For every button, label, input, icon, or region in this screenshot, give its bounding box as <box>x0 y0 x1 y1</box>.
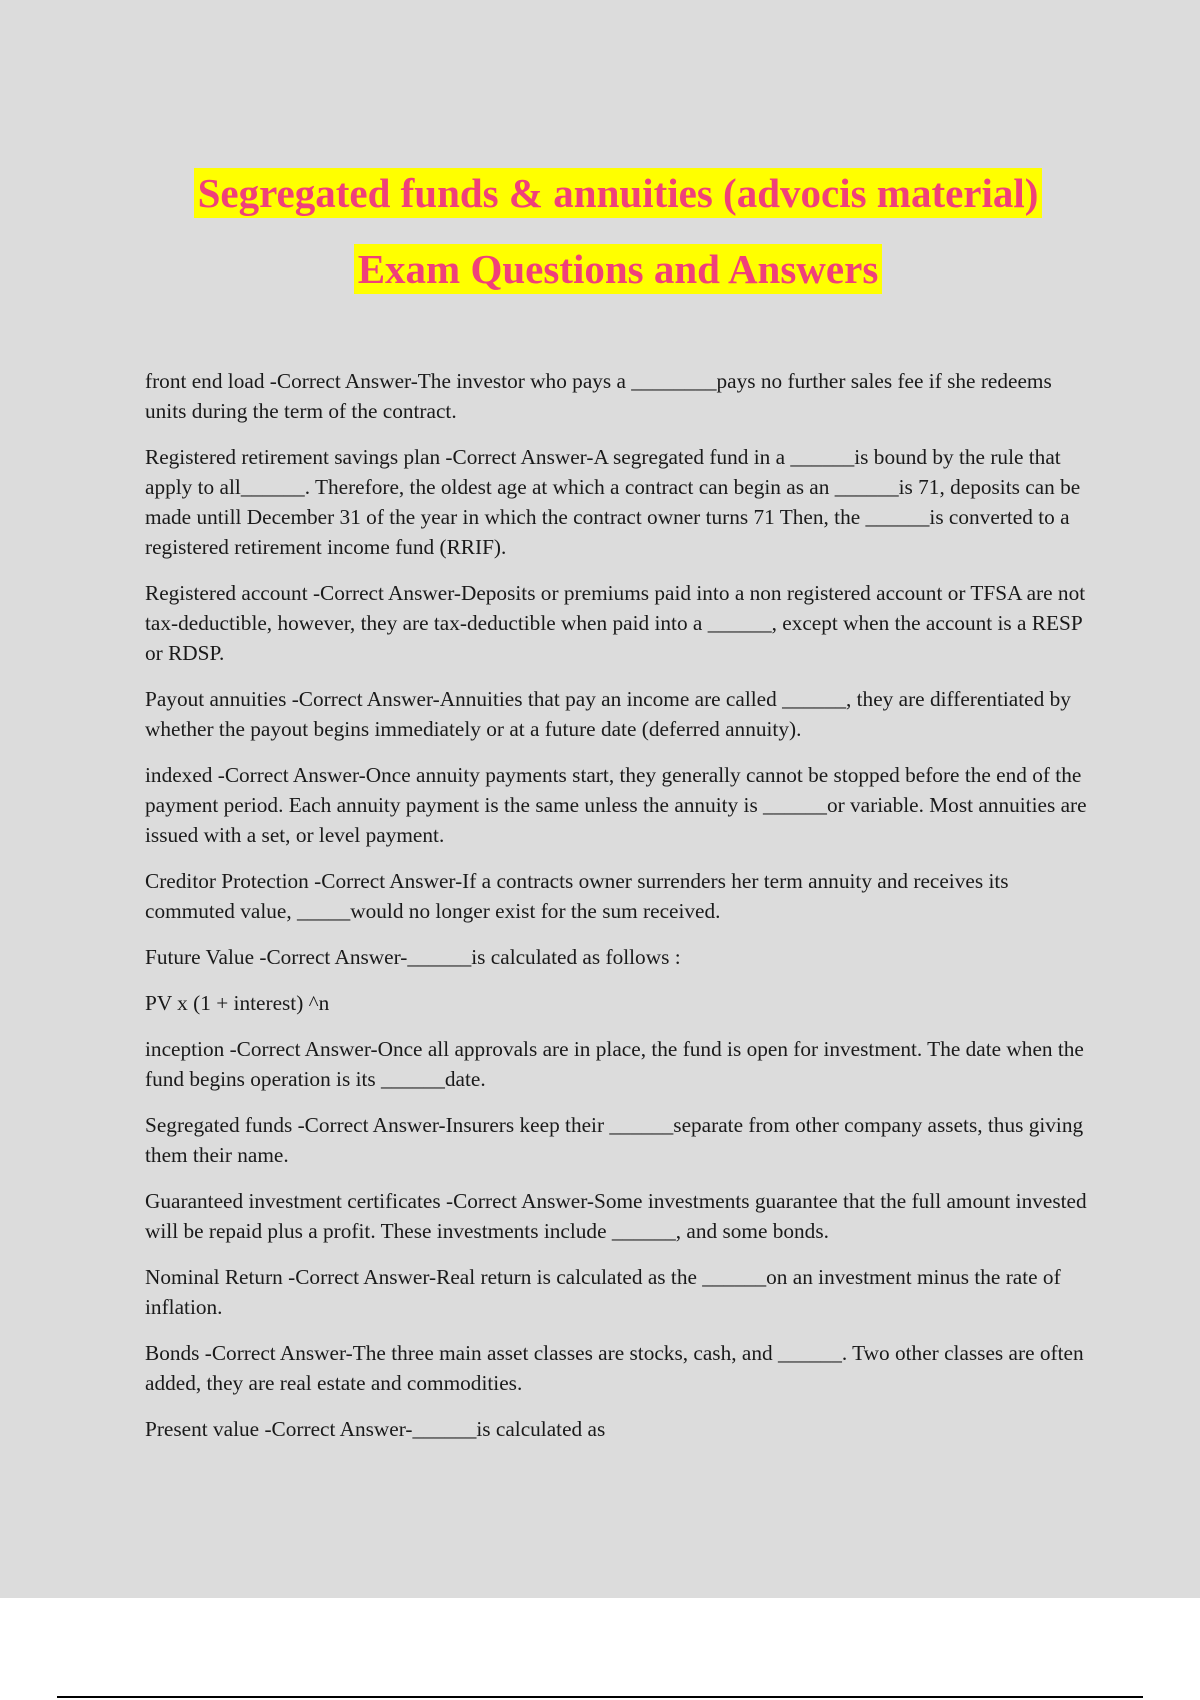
qa-item: Registered retirement savings plan -Correct Answer-A segregated fund in a ______is bound by the rule that apply to all______. Therefore, the oldest age at which a contract can begin as an ______is 71, deposits can be made untill December 31 of the year in which the contract owner turns 71 Then, the ______is converted to a registered retirement income fund (RRIF). <box>145 445 1081 559</box>
qa-item: Future Value -Correct Answer-______is calculated as follows : <box>145 945 681 969</box>
qa-item: Bonds -Correct Answer-The three main asset classes are stocks, cash, and ______. Two other classes are often added, they are real estate and commodities. <box>145 1341 1084 1395</box>
formula-line: PV x (1 + interest) ^n <box>145 991 330 1015</box>
document-title <box>0 168 1200 294</box>
title-line-2: Exam Questions and Answers <box>354 244 883 294</box>
qa-item: indexed -Correct Answer-Once annuity payments start, they generally cannot be stopped before the end of the payment period. Each annuity payment is the same unless the annuity is ______or variable. Most annuities are issued with a set, or level payment. <box>145 763 1087 847</box>
qa-item: Segregated funds -Correct Answer-Insurers keep their ______separate from other company assets, thus giving them their name. <box>145 1113 1084 1167</box>
footer-divider <box>57 1696 1143 1698</box>
qa-item: Nominal Return -Correct Answer-Real return is calculated as the ______on an investment minus the rate of inflation. <box>145 1265 1061 1319</box>
qa-item: Payout annuities -Correct Answer-Annuities that pay an income are called ______, they are differentiated by whether the payout begins immediately or at a future date (deferred annuity). <box>145 687 1071 741</box>
qa-item: front end load -Correct Answer-The investor who pays a ________pays no further sales fee if she redeems units during the term of the contract. <box>145 369 1052 423</box>
title-line-1: Segregated funds & annuities (advocis material) <box>194 168 1043 218</box>
qa-item: inception -Correct Answer-Once all approvals are in place, the fund is open for investment. The date when the fund begins operation is its ______date. <box>145 1037 1084 1091</box>
qa-item: Creditor Protection -Correct Answer-If a contracts owner surrenders her term annuity and receives its commuted value, _____would no longer exist for the sum received. <box>145 869 1009 923</box>
qa-item: Present value -Correct Answer-______is calculated as <box>145 1417 606 1441</box>
qa-list <box>145 366 1090 1460</box>
qa-item: Registered account -Correct Answer-Deposits or premiums paid into a non registered account or TFSA are not tax-deductible, however, they are tax-deductible when paid into a ______, except when the account is a RESP or RDSP. <box>145 581 1086 665</box>
qa-item: Guaranteed investment certificates -Correct Answer-Some investments guarantee that the full amount invested will be repaid plus a profit. These investments include ______, and some bonds. <box>145 1189 1087 1243</box>
